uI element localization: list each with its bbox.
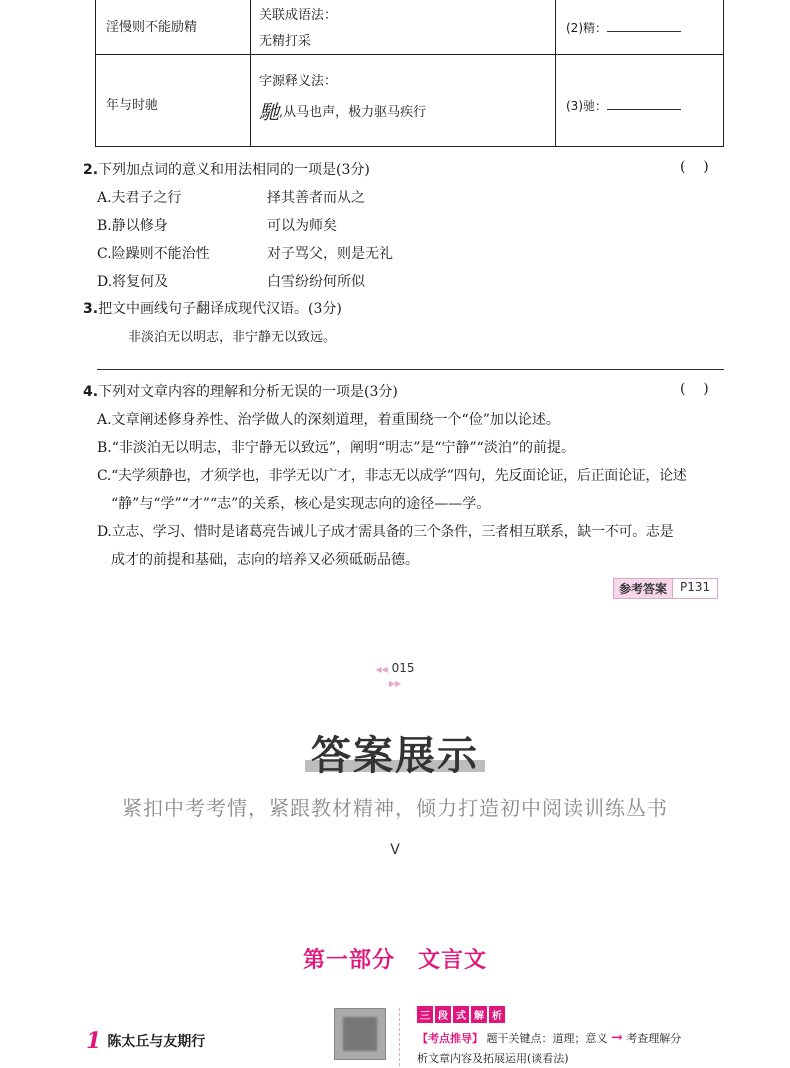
tag: 式 [453,1006,469,1023]
page-number: ◀◀ 015 ▶▶ [375,661,415,688]
analysis-note: 【考点推导】 题干关键点：道理；意义 → 考查理解分 [417,1030,682,1046]
table-divider [96,54,723,55]
dashed-divider [399,1008,400,1066]
tag: 三 [417,1006,433,1023]
table-answer-1: (2)精： [566,18,681,36]
analysis-note-cont: 析文章内容及拓展运用(谈看法) [417,1052,569,1065]
answer-blank[interactable] [607,18,681,32]
table-word-1: 淫慢则不能励精 [106,20,198,35]
right-arrows-icon: ▶▶ [388,679,402,688]
page-title: 答案展示 [311,733,479,779]
tag: 析 [489,1006,505,1023]
table-word-2: 年与时驰 [106,98,159,113]
tag: 解 [471,1006,487,1023]
q4-option-c: C.“夫学须静也，才须学也，非学无以广才，非志无以成学”四句，先反面论证，后正面论证，论述 [97,468,687,484]
q4-option-d-cont: 成才的前提和基础，志向的培养又必须砥砺品德。 [111,552,419,568]
q4-option-a: A.文章阐述修身养性、治学做人的深刻道理，着重围绕一个“俭”加以论述。 [97,412,560,428]
table-method-text-2: 馳,从马也声，极力驱马疾行 [259,100,427,124]
question-4: 4.下列对文章内容的理解和分析无误的一项是(3分) [83,384,398,400]
lesson-title: 1 陈太丘与友期行 [86,1028,206,1054]
analysis-tags [417,1006,505,1023]
q2-option-d-right: 白雪纷纷何所似 [267,274,365,290]
table-divider [250,0,251,146]
page-subtitle: 紧扣中考考情，紧跟教材精神，倾力打造初中阅读训练丛书 [122,796,668,820]
part-title: 第一部分 文言文 [302,948,487,973]
answer-reference-page: P131 [672,579,717,598]
answer-blank[interactable] [607,96,681,110]
q2-option-a-right: 择其善者而从之 [267,190,365,206]
qr-code-icon[interactable] [334,1008,386,1060]
q2-option-b-right: 可以为师矣 [267,218,337,234]
table-method-text-1: 无精打采 [259,34,312,49]
answer-reference-badge[interactable] [613,578,718,599]
q2-option-c-right: 对子骂父，则是无礼 [267,246,393,262]
tag: 段 [435,1006,451,1023]
q4-option-c-cont: “静”与“学”“才”“志”的关系，核心是实现志向的途径——学。 [111,496,491,512]
arrow-right-icon: → [611,1030,623,1046]
q4-option-b: B.“非淡泊无以明志，非宁静无以致远”，阐明“明志”是“宁静”“淡泊”的前提。 [97,440,575,456]
table-answer-2: (3)驰： [566,96,681,114]
q2-option-b-left: B.静以修身 [97,218,168,234]
table-method-label-2: 字源释义法： [259,74,338,89]
q3-sentence: 非淡泊无以明志，非宁静无以致远。 [128,330,337,345]
seal-script-char: 馳 [259,100,279,124]
answer-line[interactable] [97,369,724,370]
roman-page-number: V [390,842,400,858]
answer-reference-label: 参考答案 [614,579,672,598]
q4-option-d: D.立志、学习、惜时是诸葛亮告诫儿子成才需具备的三个条件，三者相互联系，缺一不可。志是 [97,524,674,540]
q2-option-c-left: C.险躁则不能治性 [97,246,210,262]
left-arrows-icon: ◀◀ [375,665,388,674]
question-2: 2.下列加点词的意义和用法相同的一项是(3分) [83,162,370,178]
vocab-table [95,0,724,147]
table-method-label-1: 关联成语法： [259,8,338,23]
q2-option-a-left: A.夫君子之行 [97,190,182,206]
answer-paren-2[interactable]: ( ) [680,159,709,175]
table-divider [555,0,556,146]
answer-paren-4[interactable]: ( ) [680,381,709,397]
question-3: 3.把文中画线句子翻译成现代汉语。(3分) [83,301,342,317]
q2-option-d-left: D.将复何及 [97,274,169,290]
